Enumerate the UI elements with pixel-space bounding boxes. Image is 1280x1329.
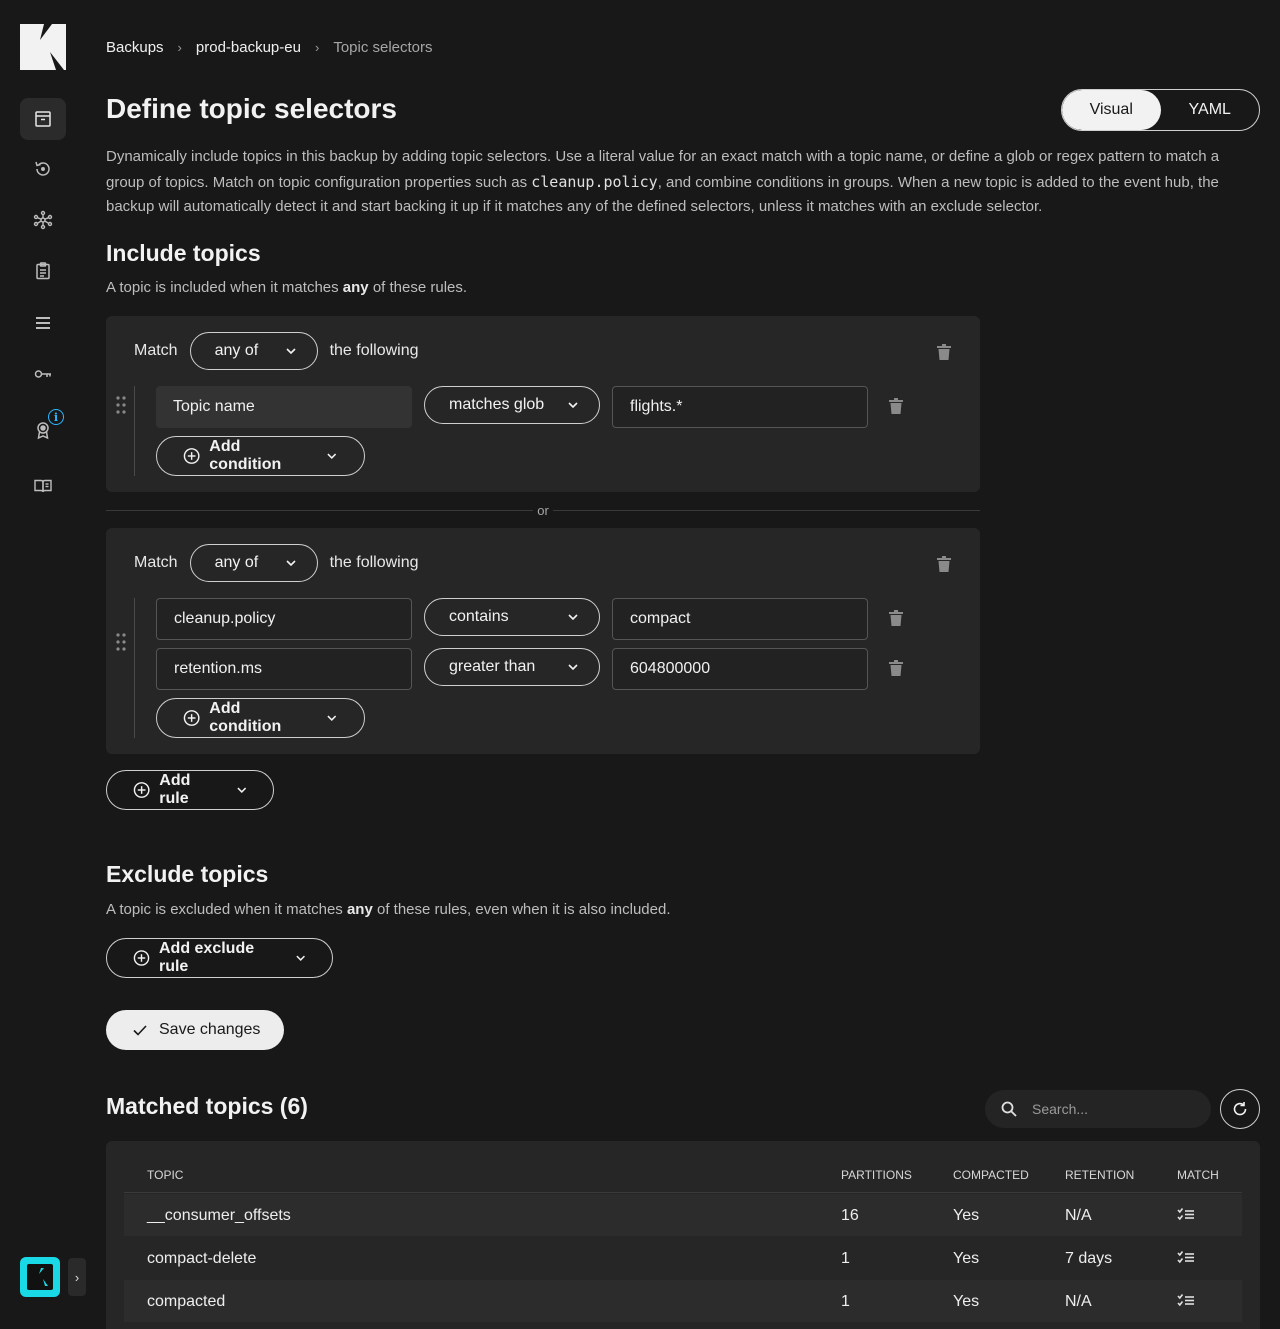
delete-condition-icon[interactable] [889,610,903,626]
cell-partitions: 1 [841,1293,850,1310]
save-changes-label: Save changes [159,1021,261,1038]
column-header-topic[interactable]: TOPIC [147,1168,184,1182]
include-title: Include topics [106,240,261,266]
key-icon [33,364,53,384]
add-rule-label: Add rule [159,772,191,807]
operator-value: matches glob [449,396,545,413]
add-rule-button[interactable] [106,770,274,810]
save-changes-button[interactable] [106,1010,284,1050]
matched-topics-title: Matched topics (6) [106,1093,308,1119]
delete-rule-icon[interactable] [937,556,951,572]
cell-partitions: 1 [841,1250,850,1267]
include-rule-1 [106,316,980,492]
nav-certificates[interactable] [20,409,66,451]
chevron-down-icon [285,345,297,357]
delete-condition-icon[interactable] [889,398,903,414]
chevron-down-icon [567,399,579,411]
chevron-down-icon [567,661,579,673]
condition-field[interactable]: cleanup.policy [156,598,412,640]
match-suffix: the following [329,554,419,571]
divider [124,1192,1242,1193]
search-placeholder: Search... [1032,1101,1089,1117]
breadcrumb-backups[interactable]: Backups [106,39,164,56]
include-sub-end: of these rules. [368,279,468,296]
chevron-down-icon [326,450,338,462]
breadcrumb-backup[interactable]: prod-backup-eu [195,39,301,56]
cell-compacted: Yes [953,1207,980,1224]
cell-retention: N/A [1065,1207,1092,1224]
nav-history[interactable] [20,148,66,190]
chevron-down-icon [567,611,579,623]
drag-handle-icon[interactable] [116,396,126,414]
plus-circle-icon [183,447,200,465]
plus-circle-icon [133,949,150,967]
condition-value-input[interactable]: flights.* [612,386,868,428]
exclude-sub-end: of these rules, even when it is also included. [372,901,671,918]
nav-network[interactable] [20,199,66,241]
description-code: cleanup.policy [531,172,658,191]
rule-match-row [134,332,419,370]
operator-select[interactable] [424,598,600,636]
or-label: or [533,503,553,518]
chevron-right-icon: › [177,40,182,55]
info-icon: i [48,409,64,425]
chevron-right-icon: › [314,40,320,55]
matched-topics-table [106,1141,1260,1329]
checklist-icon[interactable] [1177,1207,1195,1221]
view-toggle [1061,89,1260,131]
chevron-down-icon [285,557,297,569]
add-exclude-rule-button[interactable] [106,938,333,978]
chevron-down-icon [326,712,338,724]
nav-keys[interactable] [20,353,66,395]
add-exclude-rule-label: Add exclude rule [158,940,255,975]
rule-match-row [134,544,419,582]
delete-rule-icon[interactable] [937,344,951,360]
exclude-sub-text: A topic is excluded when it matches [106,901,347,918]
exclude-subtitle [106,901,671,918]
add-condition-button[interactable] [156,436,365,476]
expand-sidebar-button[interactable] [68,1258,86,1296]
cell-retention: 7 days [1065,1250,1113,1267]
yaml-toggle-button[interactable]: YAML [1188,101,1231,118]
operator-value: contains [449,608,509,625]
description-text: Dynamically include topics in this backup by adding topic selectors. Use a literal value for an exact match with a topic name, or define a glob or regex pattern to match a group of topics. Match on topic configuration properties such as [106,148,1220,191]
quantifier-select[interactable] [190,332,318,370]
match-suffix: the following [329,342,419,359]
match-label: Match [134,554,178,571]
page-title: Define topic selectors [106,93,397,124]
include-sub-text: A topic is included when it matches [106,279,343,296]
table-row[interactable] [124,1280,1242,1322]
brand-mark-icon [27,1264,53,1290]
org-logo[interactable] [20,1257,60,1297]
chevron-down-icon [295,952,306,964]
cell-compacted: Yes [953,1293,980,1310]
operator-value: greater than [449,658,536,675]
search-icon [1001,1101,1017,1117]
column-header-compacted[interactable]: COMPACTED [953,1168,1029,1182]
operator-select[interactable] [424,386,600,424]
checklist-icon[interactable] [1177,1250,1195,1264]
match-label: Match [134,342,178,359]
history-icon [33,159,53,179]
operator-select[interactable] [424,648,600,686]
brand-logo[interactable] [20,24,66,70]
description-text-end: , and combine conditions in groups. When a new topic is added to the event hub, the backup will automatically detect it and start backing it up if it matches any of the defined selectors, unless it matches with an exclude selector. [106,173,1219,215]
quantifier-value: any of [214,342,259,359]
nav-docs[interactable] [20,465,66,507]
nav-list[interactable] [20,302,66,344]
sidebar [0,0,86,1329]
column-header-partitions[interactable]: PARTITIONS [841,1168,912,1182]
cell-retention: N/A [1065,1293,1092,1310]
archive-icon [33,109,53,129]
include-sub-bold: any [342,279,369,296]
chevron-right-icon: › [74,1269,80,1285]
cell-partitions: 16 [841,1207,859,1224]
condition-value-input[interactable]: 604800000 [612,648,868,690]
condition-field[interactable]: Topic name [156,386,412,428]
refresh-icon [1232,1101,1248,1117]
add-condition-button[interactable] [156,698,365,738]
refresh-button[interactable] [1220,1089,1260,1129]
clipboard-icon [33,261,53,281]
table-row[interactable] [124,1194,1242,1236]
drag-handle-icon[interactable] [116,633,126,651]
nav-backups[interactable] [20,98,66,140]
topic-search-input[interactable] [985,1090,1211,1128]
list-icon [33,313,53,333]
breadcrumb [106,39,433,56]
condition-field[interactable]: retention.ms [156,648,412,690]
table-row[interactable] [124,1237,1242,1279]
cell-topic: compact-delete [147,1250,257,1267]
group-line [134,598,135,738]
add-condition-label: Add condition [209,438,282,473]
cell-compacted: Yes [953,1250,980,1267]
column-header-retention[interactable]: RETENTION [1065,1168,1135,1182]
check-icon [132,1022,148,1038]
include-subtitle [106,279,467,296]
quantifier-value: any of [214,554,259,571]
add-condition-label: Add condition [209,700,282,735]
book-icon [33,476,53,496]
page-description [106,145,1260,220]
cell-topic: compacted [147,1293,226,1310]
nav-clipboard[interactable] [20,250,66,292]
group-line [134,386,135,476]
column-header-match[interactable]: MATCH [1177,1168,1219,1182]
breadcrumb-current: Topic selectors [333,39,433,56]
exclude-sub-bold: any [346,901,373,918]
network-icon [33,210,53,230]
plus-circle-icon [133,781,150,799]
condition-value-input[interactable]: compact [612,598,868,640]
checklist-icon[interactable] [1177,1293,1195,1307]
delete-condition-icon[interactable] [889,660,903,676]
visual-toggle-button[interactable]: Visual [1062,90,1161,130]
cell-topic: __consumer_offsets [147,1207,291,1224]
exclude-title: Exclude topics [106,861,269,887]
chevron-down-icon [236,784,248,796]
include-rule-2 [106,528,980,754]
plus-circle-icon [183,709,200,727]
quantifier-select[interactable] [190,544,318,582]
